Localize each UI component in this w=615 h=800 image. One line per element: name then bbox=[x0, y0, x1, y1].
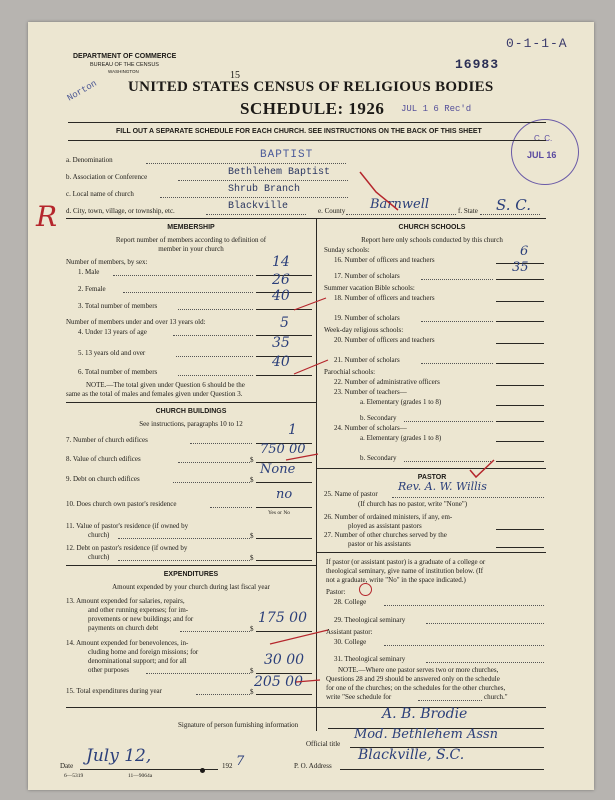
po-address-value: Blackville, S.C. bbox=[358, 747, 465, 763]
membership-note-1: NOTE.—The total given under Question 6 should be the bbox=[86, 381, 245, 389]
pastor-sub-label: Pastor: bbox=[326, 588, 346, 596]
pastor-note-4: write "See schedule for bbox=[326, 693, 392, 701]
yes-no-hint: Yes or No bbox=[268, 510, 291, 516]
received-seal-stamp bbox=[511, 119, 579, 185]
q12-dollar-sign: $ bbox=[250, 554, 254, 562]
q25-note: (If church has no pastor, write "None") bbox=[358, 500, 468, 508]
q23a-label: a. Elementary (grades 1 to 8) bbox=[360, 398, 442, 406]
membership-note-2: same as the total of males and females given under Question 3. bbox=[66, 390, 243, 398]
q1-value: 14 bbox=[272, 254, 290, 270]
age-header: Number of members under and over 13 years old: bbox=[66, 318, 206, 326]
red-r-mark: R bbox=[36, 200, 58, 233]
official-title-label: Official title bbox=[306, 740, 341, 748]
parochial-schools-label: Parochial schools: bbox=[324, 368, 376, 376]
date-label: Date bbox=[60, 762, 74, 770]
q18-label: 18. Number of officers and teachers bbox=[334, 294, 435, 302]
form-code: 6—5319 bbox=[64, 773, 84, 779]
q12-label-1: 12. Debt on pastor's residence (if owned by bbox=[66, 544, 188, 552]
q13-label-4: payments on church debt bbox=[88, 624, 159, 632]
schedule-title: SCHEDULE: 1926 bbox=[240, 99, 385, 118]
denomination-value: BAPTIST bbox=[260, 149, 314, 161]
red-check-mark bbox=[358, 170, 418, 220]
pastor-note-3: for one of the churches; on the schedules for the other churches, bbox=[326, 684, 506, 692]
q30-label: 30. College bbox=[334, 638, 367, 646]
state-value: S. C. bbox=[496, 196, 531, 214]
schools-title: CHURCH SCHOOLS bbox=[398, 224, 466, 231]
city-town-label: d. City, town, village, or township, etc. bbox=[66, 207, 175, 215]
pastor-note-2: Questions 28 and 29 should be answered only on the schedule bbox=[326, 675, 500, 683]
q14-label-1: 14. Amount expended for benevolences, in- bbox=[66, 639, 189, 647]
q13-dollar-sign: $ bbox=[250, 625, 254, 633]
q3-value: 40 bbox=[272, 288, 290, 304]
q2-value: 26 bbox=[272, 272, 290, 288]
schools-sub: Report here only schools conducted by this church bbox=[361, 236, 503, 244]
expenditures-title: EXPENDITURES bbox=[163, 571, 219, 578]
q25-label: 25. Name of pastor bbox=[324, 490, 378, 498]
q28-label: 28. College bbox=[334, 598, 367, 606]
q10-value: no bbox=[276, 487, 293, 502]
q14-value: 30 00 bbox=[264, 652, 305, 668]
city-town-value: Blackville bbox=[228, 201, 289, 212]
q20-label: 20. Number of officers and teachers bbox=[334, 336, 435, 344]
assistant-pastor-label: Assistant pastor: bbox=[326, 628, 373, 636]
q24a-label: a. Elementary (grades 1 to 8) bbox=[360, 434, 442, 442]
norton-stamp: Norton bbox=[65, 78, 99, 104]
year-value: 7 bbox=[236, 754, 245, 769]
graduate-note-2: theological seminary, give name of institution below. (If bbox=[326, 567, 484, 575]
q9-dollar-sign: $ bbox=[250, 476, 254, 484]
date-value: July 12, bbox=[86, 746, 152, 766]
q8-label: 8. Value of church edifices bbox=[66, 455, 141, 463]
q4-label: 4. Under 13 years of age bbox=[78, 328, 147, 336]
q9-label: 9. Debt on church edifices bbox=[66, 475, 140, 483]
signature-label: Signature of person furnishing information bbox=[178, 721, 299, 729]
association-value: Bethlehem Baptist bbox=[228, 167, 331, 178]
q15-label: 15. Total expenditures during year bbox=[66, 687, 162, 695]
q5-label: 5. 13 years old and over bbox=[78, 349, 146, 357]
q24-label: 24. Number of scholars— bbox=[334, 424, 407, 432]
red-correction-marks bbox=[256, 292, 336, 712]
page-number: 15 bbox=[230, 70, 240, 81]
q27-label-2: pastor or his assistants bbox=[348, 540, 411, 548]
q15-value: 205 00 bbox=[254, 674, 303, 690]
signature-value: A. B. Brodie bbox=[382, 706, 468, 722]
corner-code: 0-1-1-A bbox=[506, 36, 568, 51]
q29-label: 29. Theological seminary bbox=[334, 616, 406, 624]
q13-label-1: 13. Amount expended for salaries, repairs, bbox=[66, 597, 185, 605]
q25-value: Rev. A. W. Willis bbox=[398, 480, 487, 493]
q2-label: 2. Female bbox=[78, 285, 106, 293]
stamp-date: JUL 16 bbox=[527, 150, 557, 160]
q13-value: 175 00 bbox=[258, 610, 307, 626]
denomination-label: a. Denomination bbox=[66, 156, 113, 164]
q17-value: 35 bbox=[512, 260, 529, 275]
graduate-note-1: If pastor (or assistant pastor) is a graduate of a college or bbox=[326, 558, 486, 566]
weekday-schools-label: Week-day religious schools: bbox=[324, 326, 404, 334]
instruction-line: FILL OUT A SEPARATE SCHEDULE FOR EACH CHURCH. SEE INSTRUCTIONS ON THE BACK OF THIS SHEET bbox=[116, 128, 482, 135]
county-label: e. County bbox=[318, 207, 346, 215]
q6-value: 40 bbox=[272, 354, 290, 370]
q14-label-2: cluding home and foreign missions; for bbox=[88, 648, 199, 656]
q22-label: 22. Number of administrative officers bbox=[334, 378, 440, 386]
by-sex-label: Number of members, by sex: bbox=[66, 258, 148, 266]
q26-label-1: 26. Number of ordained ministers, if any, em- bbox=[324, 513, 453, 521]
q4-value: 5 bbox=[280, 315, 289, 331]
q9-value: None bbox=[260, 462, 296, 477]
q19-label: 19. Number of scholars bbox=[334, 314, 400, 322]
q7-label: 7. Number of church edifices bbox=[66, 436, 148, 444]
state-label: f. State bbox=[458, 207, 478, 215]
expenditures-sub: Amount expended by your church during last fiscal year bbox=[112, 583, 270, 591]
q24b-label: b. Secondary bbox=[360, 454, 397, 462]
official-title-value: Mod. Bethlehem Assn bbox=[354, 727, 499, 742]
stamp-initials: C. C. bbox=[534, 134, 553, 143]
q14-dollar-sign: $ bbox=[250, 667, 254, 675]
sunday-schools-label: Sunday schools: bbox=[324, 246, 370, 254]
q10-label: 10. Does church own pastor's residence bbox=[66, 500, 177, 508]
form-code-2: 11—9064a bbox=[128, 773, 153, 779]
form-title: UNITED STATES CENSUS OF RELIGIOUS BODIES bbox=[128, 79, 494, 95]
q14-label-3: denominational support; and for all bbox=[88, 657, 187, 665]
q13-label-2: and other running expenses; for im- bbox=[88, 606, 189, 614]
q16-value: 6 bbox=[520, 244, 529, 259]
ink-dot bbox=[200, 768, 205, 773]
q15-dollar-sign: $ bbox=[250, 688, 254, 696]
q23-label: 23. Number of teachers— bbox=[334, 388, 407, 396]
bureau-label: BUREAU OF THE CENSUS bbox=[90, 62, 159, 68]
summer-schools-label: Summer vacation Bible schools: bbox=[324, 284, 415, 292]
local-name-value: Shrub Branch bbox=[228, 184, 301, 195]
buildings-title: CHURCH BUILDINGS bbox=[155, 408, 227, 415]
pastor-note-5: church." bbox=[484, 693, 508, 701]
graduate-note-3: not a graduate, write "No" in the space indicated.) bbox=[326, 576, 466, 584]
q11-dollar-sign: $ bbox=[250, 532, 254, 540]
q7-value: 1 bbox=[288, 422, 297, 438]
serial-number: 16983 bbox=[455, 57, 500, 72]
membership-title: MEMBERSHIP bbox=[167, 224, 215, 231]
local-name-label: c. Local name of church bbox=[66, 190, 134, 198]
q8-value: 750 00 bbox=[260, 442, 306, 457]
membership-intro-1: Report number of members according to definition of bbox=[115, 236, 267, 244]
q1-label: 1. Male bbox=[78, 268, 100, 276]
red-circle-mark bbox=[359, 583, 372, 596]
red-check-mark-pastor bbox=[468, 458, 498, 480]
q5-value: 35 bbox=[272, 335, 290, 351]
county-value: Barnwell bbox=[370, 197, 430, 212]
association-label: b. Association or Conference bbox=[66, 173, 148, 181]
q17-label: 17. Number of scholars bbox=[334, 272, 400, 280]
q27-label-1: 27. Number of other churches served by the bbox=[324, 531, 447, 539]
membership-intro-2: member in your church bbox=[158, 245, 224, 253]
q16-label: 16. Number of officers and teachers bbox=[334, 256, 435, 264]
q8-dollar-sign: $ bbox=[250, 456, 254, 464]
q26-label-2: ployed as assistant pastors bbox=[348, 522, 422, 530]
pastor-title: PASTOR bbox=[417, 474, 447, 481]
q21-label: 21. Number of scholars bbox=[334, 356, 400, 364]
po-address-label: P. O. Address bbox=[294, 762, 332, 770]
q23b-label: b. Secondary bbox=[360, 414, 397, 422]
city-label: WASHINGTON bbox=[108, 69, 139, 74]
q6-label: 6. Total number of members bbox=[78, 368, 158, 376]
q13-label-3: provements or new buildings; and for bbox=[88, 615, 194, 623]
pastor-note-1: NOTE.—Where one pastor serves two or more churches, bbox=[338, 666, 499, 674]
department-label: DEPARTMENT OF COMMERCE bbox=[73, 53, 177, 60]
q11-label-2: church) bbox=[88, 531, 110, 539]
q14-label-4: other purposes bbox=[88, 666, 130, 674]
q3-label: 3. Total number of members bbox=[78, 302, 158, 310]
buildings-sub: See instructions, paragraphs 10 to 12 bbox=[139, 420, 243, 428]
q31-label: 31. Theological seminary bbox=[334, 655, 406, 663]
received-stamp: JUL 1 6 Rec'd bbox=[401, 104, 472, 114]
q11-label-1: 11. Value of pastor's residence (if owned by bbox=[66, 522, 189, 530]
q12-label-2: church) bbox=[88, 553, 110, 561]
census-schedule-sheet bbox=[28, 22, 594, 790]
year-prefix: 192 bbox=[222, 762, 233, 770]
